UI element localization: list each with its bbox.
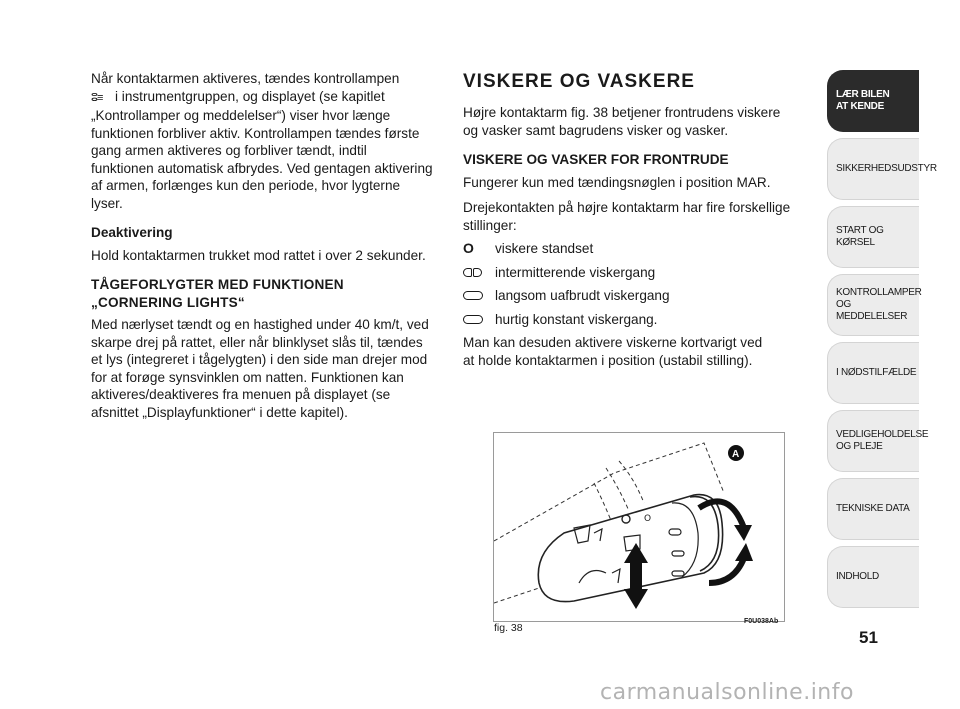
front-wiper-heading: VISKERE OG VASKER FOR FRONTRUDE	[463, 152, 729, 167]
figure-code: F0U038Ab	[744, 618, 779, 625]
position-row-intermittent: intermitterende viskergang	[463, 264, 815, 282]
tab-sikkerhedsudstyr[interactable]: SIKKERHEDSUDSTYR	[827, 138, 919, 200]
tab-kontrollamper[interactable]: KONTROLLAMPER OG MEDDELELSER	[827, 274, 919, 336]
deactivation-heading: Deaktivering	[91, 225, 173, 240]
left-column	[91, 70, 441, 433]
section-title: VISKERE OG VASKERE	[463, 71, 695, 92]
tab-start-og-korsel[interactable]: START OG KØRSEL	[827, 206, 919, 268]
fog-lights-text: Med nærlyset tændt og en hastighed under 40 km/t, ved skarpe drej på rattet, eller når blinklyset slås til, tændes et lys (integreret i tågelygten) i den side man drejer mod for at forøge synsvinklen om natten. Funktionen kan aktiveres/deaktiveres fra menuen på displayet (se afsnittet „Displayfunktioner“ i dette kapitel).	[91, 317, 429, 420]
watermark: carmanualsonline.info	[600, 680, 854, 705]
front-wiper-text: Fungerer kun med tændingsnøglen i position MAR.	[463, 174, 771, 190]
wiper-intermittent-icon	[463, 268, 482, 277]
wiper-off-icon: O	[463, 240, 474, 256]
position-row-slow: langsom uafbrudt viskergang	[463, 287, 815, 305]
tab-vedligeholdelse[interactable]: VEDLIGEHOLDELSE OG PLEJE	[827, 410, 919, 472]
svg-text:O: O	[644, 514, 652, 524]
figure-label: fig. 38	[494, 622, 523, 634]
tab-laer-bilen-at-kende[interactable]: LÆR BILEN AT KENDE	[827, 70, 919, 132]
fog-lights-heading: TÅGEFORLYGTER MED FUNKTIONEN „CORNERING LIGHTS“	[91, 277, 344, 310]
deactivation-text: Hold kontaktarmen trukket mod rattet i over 2 sekunder.	[91, 247, 426, 263]
tab-i-nodstilfaelde[interactable]: I NØDSTILFÆLDE	[827, 342, 919, 404]
chapter-tabs	[827, 70, 937, 614]
wiper-slow-icon	[463, 291, 483, 300]
wiper-stalk-illustration	[494, 433, 784, 621]
right-column	[463, 70, 815, 381]
wiper-fast-icon	[463, 315, 483, 324]
momentary-text: Man kan desuden aktivere viskerne kortvarigt ved at holde kontaktarmen i position (ustabil stilling).	[463, 335, 763, 368]
wiper-stalk-figure	[493, 432, 785, 622]
position-row-fast: hurtig konstant viskergang.	[463, 311, 815, 329]
tab-indhold[interactable]: INDHOLD	[827, 546, 919, 608]
page-number: 51	[859, 628, 878, 647]
callout-a-label: A	[732, 449, 740, 460]
position-row-off: O viskere standset	[463, 240, 594, 256]
tab-tekniske-data[interactable]: TEKNISKE DATA	[827, 478, 919, 540]
section-intro: Højre kontaktarm fig. 38 betjener frontrudens viskere og vasker samt bagrudens visker og vasker.	[463, 105, 781, 138]
dial-text: Drejekontakten på højre kontaktarm har fire forskellige stillinger:	[463, 200, 791, 233]
intro-paragraph: Når kontaktarmen aktiveres, tændes kontrollampen ⵓ≡ i instrumentgruppen, og displayet (se kapitlet „Kontrollamper og meddelelser“) viser hvor længe funktionen forbliver aktiv. Kontrollampen tændes første gang armen aktiveres og forbliver tændt, indtil funktionen automatisk afbrydes. Ved gentagen aktivering af armen, forlænges kun den periode, hvor lygterne lyser.	[91, 71, 433, 211]
fog-lamp-indicator-icon: ⵓ≡	[91, 91, 103, 104]
